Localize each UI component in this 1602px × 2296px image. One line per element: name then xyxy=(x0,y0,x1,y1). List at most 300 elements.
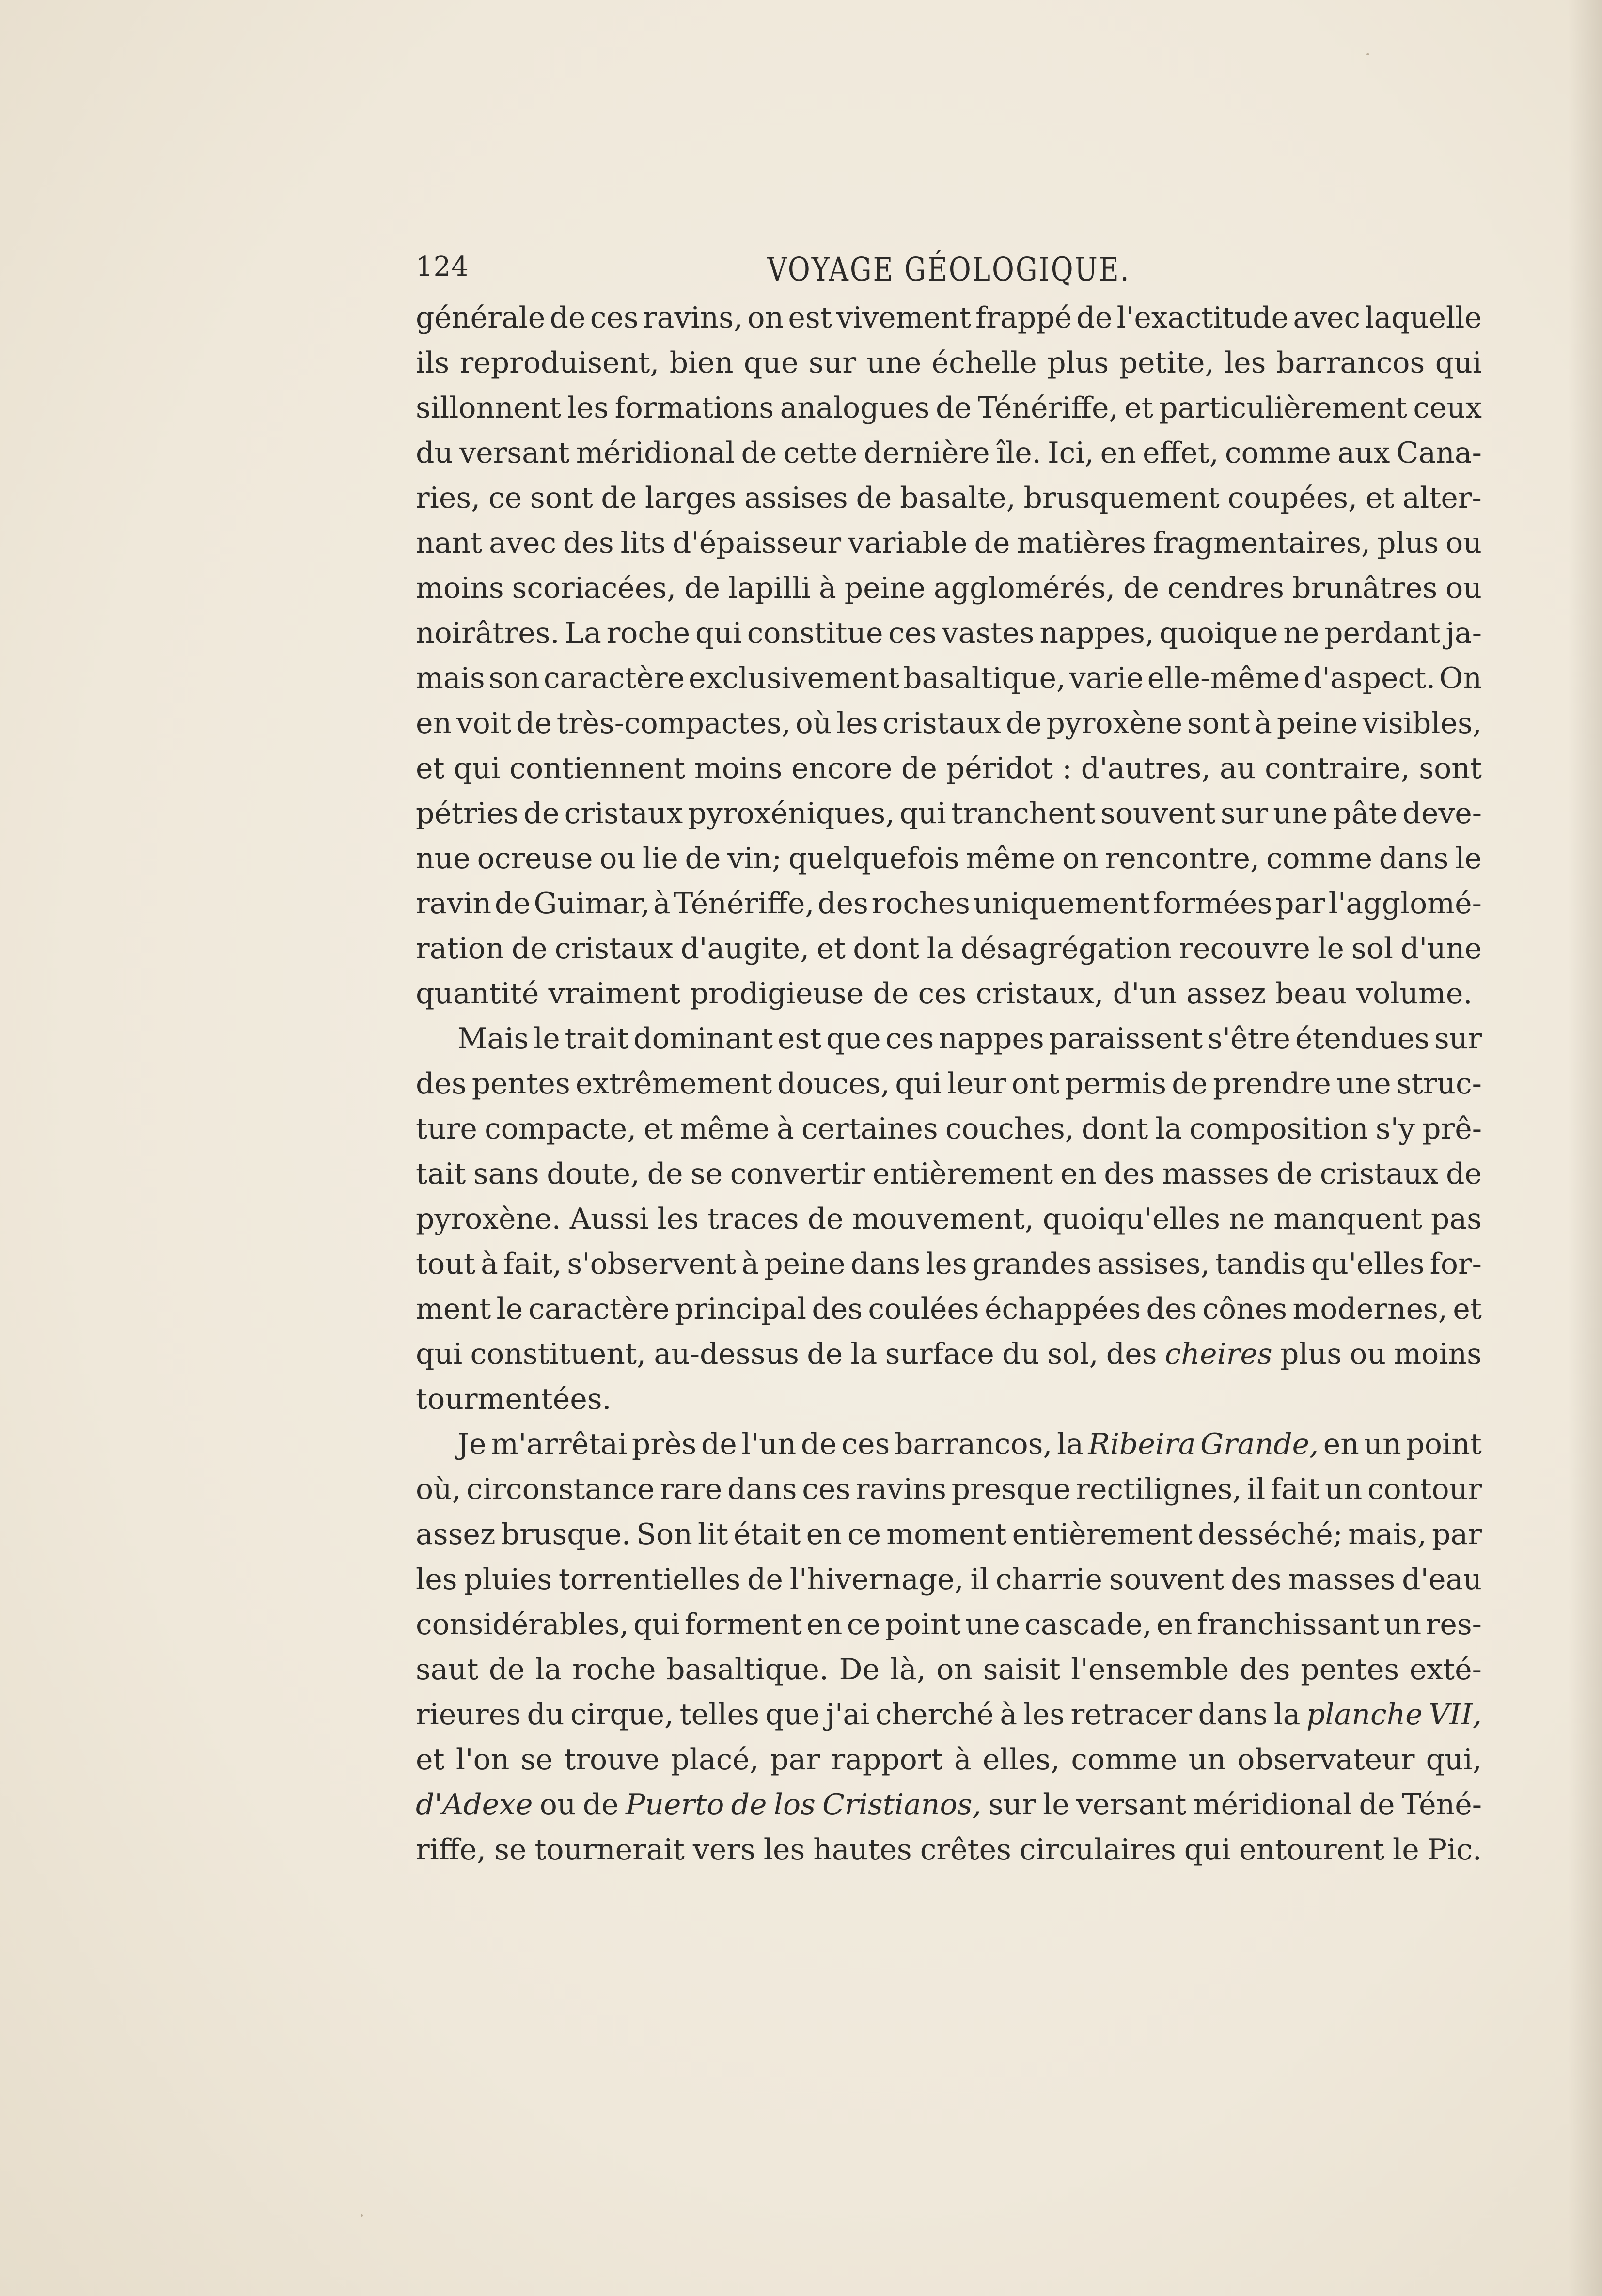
word: d'un xyxy=(1113,977,1177,1011)
word: la xyxy=(1057,1427,1084,1461)
word: manquent xyxy=(1273,1202,1422,1236)
word: en xyxy=(806,1608,843,1641)
text-line xyxy=(416,431,1482,476)
word: ou xyxy=(1445,571,1482,605)
word: ou xyxy=(599,842,636,875)
word: brunâtres xyxy=(1292,571,1438,605)
word: variable xyxy=(848,526,968,560)
word: riffe, xyxy=(416,1833,487,1867)
word: ces xyxy=(885,1022,934,1056)
word: doute, xyxy=(547,1157,640,1191)
text-line xyxy=(416,746,1482,791)
word: grandes xyxy=(972,1247,1092,1281)
text-line xyxy=(416,1287,1482,1332)
word: de xyxy=(807,1202,844,1236)
word: traces xyxy=(707,1202,799,1236)
word: peine xyxy=(764,1247,846,1281)
word: qu'elles xyxy=(1311,1247,1425,1281)
word: les xyxy=(926,1247,967,1281)
word: sans xyxy=(473,1157,539,1191)
text-line xyxy=(416,521,1482,566)
word: qui xyxy=(695,616,742,650)
word: res- xyxy=(1426,1608,1482,1641)
word: ravins xyxy=(855,1472,946,1506)
word: modernes, xyxy=(1292,1292,1448,1326)
word: ravin xyxy=(416,887,492,921)
word: des xyxy=(1104,1157,1155,1191)
word: entièrement xyxy=(1012,1517,1193,1551)
word: et xyxy=(1365,481,1395,515)
text-line xyxy=(416,1107,1482,1152)
word: de xyxy=(1359,1788,1395,1822)
word: rencontre, xyxy=(1105,842,1260,875)
word: nappes xyxy=(939,1022,1044,1056)
text-line xyxy=(416,836,1482,881)
word: à xyxy=(1255,706,1272,740)
word: nue xyxy=(416,842,471,875)
word: de xyxy=(747,1562,783,1596)
word: méridional xyxy=(576,436,735,470)
word: plus xyxy=(1377,526,1439,560)
word: varie xyxy=(1069,661,1144,695)
word: convertir xyxy=(730,1157,865,1191)
word: caractère xyxy=(528,1292,670,1326)
word: scoriacées, xyxy=(512,571,676,605)
word: l'un xyxy=(741,1427,797,1461)
word: le xyxy=(496,1292,523,1326)
word: avec xyxy=(489,526,556,560)
word: est xyxy=(788,301,832,335)
text-line xyxy=(416,1242,1482,1287)
word: trouve xyxy=(564,1743,660,1777)
word: de xyxy=(1276,1157,1313,1191)
word: des xyxy=(817,887,868,921)
word: le xyxy=(534,1022,560,1056)
word: ravins, xyxy=(643,301,743,335)
word: de xyxy=(1123,571,1160,605)
word: la xyxy=(1155,1112,1182,1146)
word: mouvement, xyxy=(852,1202,1034,1236)
word: circulaires xyxy=(1019,1833,1176,1867)
word: quoique xyxy=(1159,616,1278,650)
word: d'une xyxy=(1400,932,1482,966)
word: de xyxy=(488,1653,525,1687)
word: pyroxéniques, xyxy=(688,797,895,830)
word: effet, xyxy=(1142,436,1219,470)
word: formations xyxy=(614,391,774,425)
word: brusque. xyxy=(501,1517,631,1551)
word: en xyxy=(1060,1157,1097,1191)
word: dominant xyxy=(633,1022,773,1056)
word: une xyxy=(866,346,922,380)
word: cascade, xyxy=(1024,1608,1152,1641)
word: pas xyxy=(1430,1202,1482,1236)
word: analogues xyxy=(780,391,930,425)
word: couches, xyxy=(945,1112,1074,1146)
word: au-dessus xyxy=(654,1337,799,1371)
word: torrentielles xyxy=(558,1562,741,1596)
word: matières xyxy=(1017,526,1146,560)
word: moins xyxy=(416,571,504,605)
word: point xyxy=(885,1608,961,1641)
word: sillonnent xyxy=(416,391,562,425)
word: los xyxy=(773,1788,816,1822)
word: douces, xyxy=(777,1067,890,1101)
text-line xyxy=(416,1467,1482,1512)
word: les xyxy=(836,706,878,740)
word: pentes xyxy=(471,1067,570,1101)
word: tournerait xyxy=(534,1833,685,1867)
text-line xyxy=(416,1377,1482,1422)
word: extrêmement xyxy=(575,1067,772,1101)
body-text xyxy=(416,296,1482,1873)
text-line xyxy=(416,1782,1482,1827)
word: de xyxy=(807,1337,843,1371)
word: composition xyxy=(1189,1112,1368,1146)
word: était xyxy=(733,1517,801,1551)
text-line xyxy=(416,1512,1482,1557)
word: par xyxy=(1275,887,1325,921)
word: considérables, xyxy=(416,1608,629,1641)
word: quoiqu'elles xyxy=(1042,1202,1220,1236)
word: agglomérés, xyxy=(933,571,1115,605)
word: cirque, xyxy=(570,1698,674,1732)
word: assises, xyxy=(1097,1247,1210,1281)
word: d'épaisseur xyxy=(672,526,842,560)
word: et xyxy=(817,932,846,966)
word: s'être xyxy=(1207,1022,1291,1056)
word: roche xyxy=(606,616,691,650)
word: qui, xyxy=(1426,1743,1482,1777)
word: de xyxy=(1446,1157,1482,1191)
word: de xyxy=(523,797,560,830)
word: barrancos, xyxy=(894,1427,1052,1461)
word: du xyxy=(1002,1337,1040,1371)
word: en xyxy=(416,706,452,740)
word: point xyxy=(1406,1427,1482,1461)
word: de xyxy=(731,1788,767,1822)
word: est xyxy=(777,1022,822,1056)
word: lapilli xyxy=(728,571,811,605)
word: cristaux xyxy=(554,932,674,966)
word: aux xyxy=(1337,436,1390,470)
word: qui xyxy=(899,797,946,830)
word: ou xyxy=(1445,526,1482,560)
word: planche xyxy=(1306,1698,1423,1732)
word: certaines xyxy=(801,1112,938,1146)
word: charrie xyxy=(995,1562,1102,1596)
word: du xyxy=(527,1698,565,1732)
word: souvent xyxy=(1109,1562,1225,1596)
word: qui xyxy=(454,751,501,785)
word: j'ai xyxy=(826,1698,870,1732)
word: le xyxy=(1318,932,1344,966)
word: ture xyxy=(416,1112,477,1146)
word: un xyxy=(1188,1743,1226,1777)
word: On xyxy=(1439,661,1482,695)
word: Puerto xyxy=(625,1788,724,1822)
word: en xyxy=(1156,1608,1193,1641)
text-line xyxy=(416,1602,1482,1647)
word: elle-même xyxy=(1147,661,1300,695)
text-line xyxy=(416,1647,1482,1692)
text-line xyxy=(416,476,1482,521)
word: masses xyxy=(1288,1562,1396,1596)
word: rare xyxy=(660,1472,722,1506)
word: de xyxy=(974,526,1010,560)
word: ont xyxy=(1011,1067,1060,1101)
word: struc- xyxy=(1396,1067,1482,1101)
word: où, xyxy=(416,1472,461,1506)
word: alter- xyxy=(1402,481,1482,515)
word: observateur xyxy=(1237,1743,1415,1777)
word: sur xyxy=(988,1788,1036,1822)
word: comme xyxy=(1225,436,1331,470)
word: de xyxy=(684,571,721,605)
word: des xyxy=(1146,1292,1197,1326)
word: avec xyxy=(1293,301,1361,335)
word: échelle xyxy=(931,346,1037,380)
word: de xyxy=(1076,301,1113,335)
word: de xyxy=(550,301,586,335)
word: vivement xyxy=(836,301,971,335)
word: Je xyxy=(457,1427,487,1461)
word: de xyxy=(601,481,637,515)
word: le xyxy=(1043,1788,1069,1822)
word: du xyxy=(416,436,454,470)
word: comme xyxy=(1266,842,1372,875)
word: désagrégation xyxy=(960,932,1172,966)
word: méridional xyxy=(1193,1788,1352,1822)
word: prendre xyxy=(1213,1067,1331,1101)
text-line xyxy=(416,566,1482,611)
word: tourmentées. xyxy=(416,1382,612,1416)
word: desséché; xyxy=(1198,1517,1343,1551)
page-edge-shadow xyxy=(1568,0,1602,2296)
word: vraiment xyxy=(548,977,681,1011)
word: : xyxy=(1062,751,1072,785)
word: des xyxy=(1239,1653,1290,1687)
word: qui xyxy=(1435,346,1482,380)
word: ocreuse xyxy=(477,842,593,875)
word: les xyxy=(657,1202,699,1236)
word: très-compactes, xyxy=(556,706,791,740)
word: et xyxy=(416,751,445,785)
word: sol, xyxy=(1047,1337,1099,1371)
word: cristaux, xyxy=(975,977,1104,1011)
word: au xyxy=(1220,751,1256,785)
word: de xyxy=(685,842,721,875)
paper-speck xyxy=(1366,53,1369,55)
text-line xyxy=(416,341,1482,386)
word: un xyxy=(1364,1427,1401,1461)
word: ce xyxy=(488,481,522,515)
word: par xyxy=(1432,1517,1482,1551)
word: encore xyxy=(791,751,893,785)
text-line xyxy=(416,1737,1482,1782)
word: frappé xyxy=(975,301,1072,335)
word: ces xyxy=(590,301,639,335)
word: constitue xyxy=(747,616,883,650)
word: for- xyxy=(1429,1247,1482,1281)
word: ces xyxy=(888,616,937,650)
word: noirâtres. xyxy=(416,616,560,650)
word: sol xyxy=(1351,932,1394,966)
word: et xyxy=(416,1743,445,1777)
word: fait xyxy=(1271,1472,1320,1506)
word: cheires xyxy=(1164,1337,1272,1371)
word: versant xyxy=(459,436,570,470)
word: compacte, xyxy=(485,1112,637,1146)
word: île. xyxy=(996,436,1041,470)
word: dans xyxy=(850,1247,921,1281)
word: leur xyxy=(947,1067,1006,1101)
word: Ténériffe, xyxy=(674,887,815,921)
word: franchissant xyxy=(1196,1608,1380,1641)
word: peine xyxy=(844,571,926,605)
word: de xyxy=(701,1427,737,1461)
word: et xyxy=(644,1112,673,1146)
word: laquelle xyxy=(1365,301,1482,335)
word: de xyxy=(582,1788,619,1822)
word: coupées, xyxy=(1227,481,1358,515)
word: pluies xyxy=(464,1562,552,1596)
word: qui xyxy=(895,1067,942,1101)
word: exclusivement xyxy=(689,661,900,695)
word: dans xyxy=(1198,1698,1268,1732)
word: plus xyxy=(1047,346,1109,380)
word: fragmentaires, xyxy=(1152,526,1371,560)
word: les xyxy=(763,1833,805,1867)
word: volume. xyxy=(1356,977,1473,1011)
word: en xyxy=(1100,436,1136,470)
word: crêtes xyxy=(920,1833,1011,1867)
word: reproduisent, xyxy=(459,346,660,380)
word: que xyxy=(765,1698,820,1732)
word: qui xyxy=(416,1337,463,1371)
word: pâte xyxy=(1333,797,1398,830)
word: assez xyxy=(1186,977,1266,1011)
word: un xyxy=(1383,1608,1422,1641)
word: ces xyxy=(802,1472,851,1506)
word: deve- xyxy=(1402,797,1482,830)
word: d'autres, xyxy=(1081,751,1211,785)
text-line xyxy=(416,1016,1482,1062)
word: lits xyxy=(620,526,666,560)
word: se xyxy=(690,1157,723,1191)
word: uniquement xyxy=(973,887,1150,921)
word: sont xyxy=(1187,706,1250,740)
word: pyroxène. xyxy=(416,1202,561,1236)
word: à xyxy=(653,887,671,921)
word: sur xyxy=(808,346,857,380)
word: De xyxy=(839,1653,880,1687)
word: là, xyxy=(890,1653,926,1687)
word: basaltique. xyxy=(666,1653,829,1687)
word: recouvre xyxy=(1179,932,1310,966)
word: sont xyxy=(530,481,593,515)
word: nant xyxy=(416,526,483,560)
word: à xyxy=(481,1247,498,1281)
word: la xyxy=(1273,1698,1301,1732)
word: ne xyxy=(1229,1202,1265,1236)
word: s'observent xyxy=(567,1247,737,1281)
word: l'on xyxy=(455,1743,510,1777)
word: souvent xyxy=(1100,797,1216,830)
word: tait xyxy=(416,1157,466,1191)
word: surface xyxy=(885,1337,994,1371)
word: pétries xyxy=(416,797,519,830)
word: mais xyxy=(416,661,485,695)
word: sur xyxy=(1434,1022,1482,1056)
word: la xyxy=(850,1337,878,1371)
page-header xyxy=(416,246,1482,290)
text-line xyxy=(416,926,1482,971)
word: à xyxy=(954,1743,972,1777)
word: moment xyxy=(886,1517,1007,1551)
word: Pic. xyxy=(1427,1833,1482,1867)
word: contiennent xyxy=(509,751,686,785)
word: l'ensemble xyxy=(1071,1653,1229,1687)
word: des xyxy=(416,1067,467,1101)
text-line xyxy=(416,1332,1482,1377)
word: tranchent xyxy=(951,797,1096,830)
word: que xyxy=(743,346,799,380)
word: en xyxy=(1323,1427,1359,1461)
word: prê- xyxy=(1422,1112,1482,1146)
word: on xyxy=(936,1653,973,1687)
word: la xyxy=(535,1653,562,1687)
word: de xyxy=(647,1157,683,1191)
word: l'hivernage, xyxy=(789,1562,964,1596)
word: tandis xyxy=(1215,1247,1306,1281)
word: ils xyxy=(416,346,450,380)
word: sont xyxy=(1419,751,1482,785)
word: principal xyxy=(675,1292,807,1326)
word: échappées xyxy=(984,1292,1141,1326)
word: lie xyxy=(642,842,678,875)
word: qui xyxy=(633,1608,680,1641)
word: placé, xyxy=(671,1743,759,1777)
word: Ribeira xyxy=(1088,1427,1196,1461)
word: Téné- xyxy=(1401,1788,1482,1822)
word: ce xyxy=(847,1517,881,1551)
word: pyroxène xyxy=(1046,706,1183,740)
word: cônes xyxy=(1202,1292,1288,1326)
word: trait xyxy=(565,1022,629,1056)
word: ceux xyxy=(1413,391,1482,425)
word: de xyxy=(741,436,777,470)
word: d'Adexe xyxy=(416,1788,533,1822)
word: rectilignes, xyxy=(1076,1472,1242,1506)
word: il xyxy=(970,1562,989,1596)
word: des xyxy=(563,526,614,560)
word: que xyxy=(826,1022,881,1056)
word: contour xyxy=(1367,1472,1482,1506)
word: basalte, xyxy=(900,481,1016,515)
word: assises xyxy=(744,481,848,515)
word: constituent, xyxy=(470,1337,646,1371)
word: on xyxy=(747,301,784,335)
word: en xyxy=(806,1517,842,1551)
word: un xyxy=(1325,1472,1363,1506)
word: roches xyxy=(871,887,970,921)
word: versant xyxy=(1076,1788,1187,1822)
word: s'y xyxy=(1375,1112,1415,1146)
word: de xyxy=(494,887,531,921)
word: cristaux xyxy=(564,797,683,830)
word: de xyxy=(856,481,892,515)
